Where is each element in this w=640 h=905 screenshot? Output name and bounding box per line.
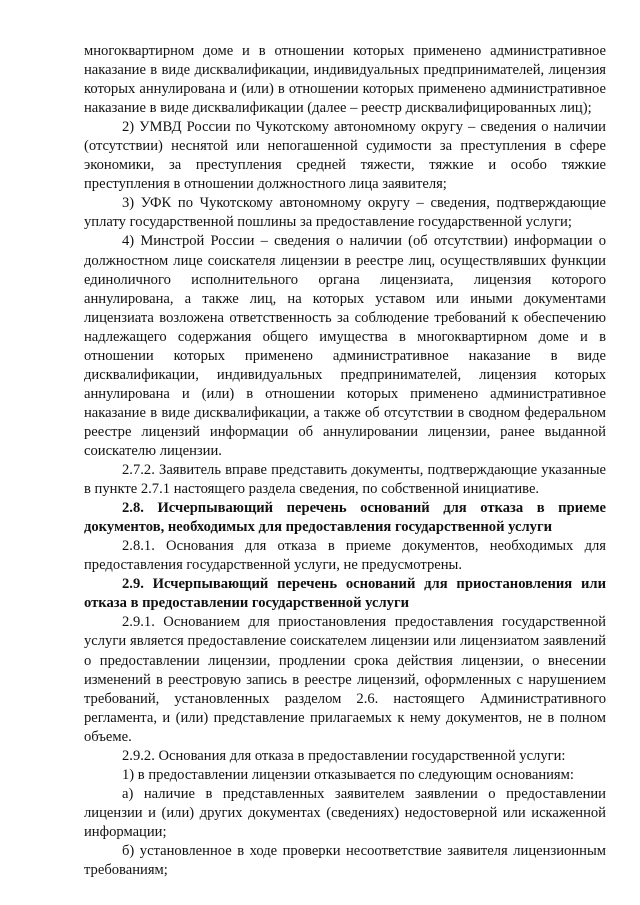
- section-heading-2-8: 2.8. Исчерпывающий перечень оснований для отказа в приеме документов, необходимых для предоставления государственной услуги: [84, 500, 606, 536]
- paragraph-2-9-2: 2.9.2. Основания для отказа в предоставлении государственной услуги:: [122, 747, 566, 764]
- paragraph-minstroy: 4) Минстрой России – сведения о наличии (об отсутствии) информации о должностном лице соискателя лицензии в реестре лиц, осуществлявших функции единоличного исполнительного органа лицензиата, лицензия которого аннулирована, а также лиц, на которых уставом или иными документами лицензиата возложена ответственность за соблюдение требований к обеспечению надлежащего содержания общего имущества в многоквартирном доме и в отношении которых применено административное наказание в виде дисквалификации, индивидуальных предпринимателей, лицензия которых аннулирована и (или) в отношении которых применено административное наказание в виде дисквалификации, а также об отсутствии в сводном федеральном реестре лицензий информации об аннулировании лицензии, ранее выданной соискателю лицензии.: [84, 233, 606, 459]
- paragraph-item-1: 1) в предоставлении лицензии отказывается по следующим основаниям:: [122, 766, 574, 783]
- paragraph-2-8-1: 2.8.1. Основания для отказа в приеме документов, необходимых для предоставления государственной услуги, не предусмотрены.: [84, 538, 606, 574]
- paragraph-2-9-1: 2.9.1. Основанием для приостановления предоставления государственной услуги является предоставление соискателем лицензии или лицензиатом заявлений о предоставлении лицензии, продлении срока действия лицензии, о внесении изменений в реестровую запись в реестре лицензий, оформленных с нарушением требований, установленных разделом 2.6. настоящего Административного регламента, и (или) представление прилагаемых к нему документов, не в полном объеме.: [84, 614, 606, 745]
- paragraph-item-b: б) установленное в ходе проверки несоответствие заявителя лицензионным требованиям;: [84, 842, 606, 879]
- paragraph-continuation: многоквартирном доме и в отношении которых применено административное наказание в виде дисквалификации, индивидуальных предпринимателей, лицензия которых аннулирована и (или) в отношении которых применено административное наказание в виде дисквалификации (далее – реестр дисквалифицированных лиц);: [84, 43, 606, 117]
- section-heading-2-9: 2.9. Исчерпывающий перечень оснований для приостановления или отказа в предоставлении государственной услуги: [84, 576, 606, 612]
- paragraph-umvd: 2) УМВД России по Чукотскому автономному округу – сведения о наличии (отсутствии) неснятой или непогашенной судимости за преступления в сфере экономики, за преступления средней тяжести, тяжкие и особо тяжкие преступления в отношении должностного лица заявителя;: [84, 119, 606, 193]
- paragraph-item-a: а) наличие в представленных заявителем заявлении о предоставлении лицензии и (или) других документах (сведениях) недостоверной или искаженной информации;: [84, 785, 606, 840]
- paragraph-ufk: 3) УФК по Чукотскому автономному округу – сведения, подтверждающие уплату государственной пошлины за предоставление государственной услуги;: [84, 195, 606, 231]
- paragraph-2-7-2: 2.7.2. Заявитель вправе представить документы, подтверждающие указанные в пункте 2.7.1 настоящего раздела сведения, по собственной инициативе.: [84, 462, 606, 498]
- document-page: [84, 42, 606, 880]
